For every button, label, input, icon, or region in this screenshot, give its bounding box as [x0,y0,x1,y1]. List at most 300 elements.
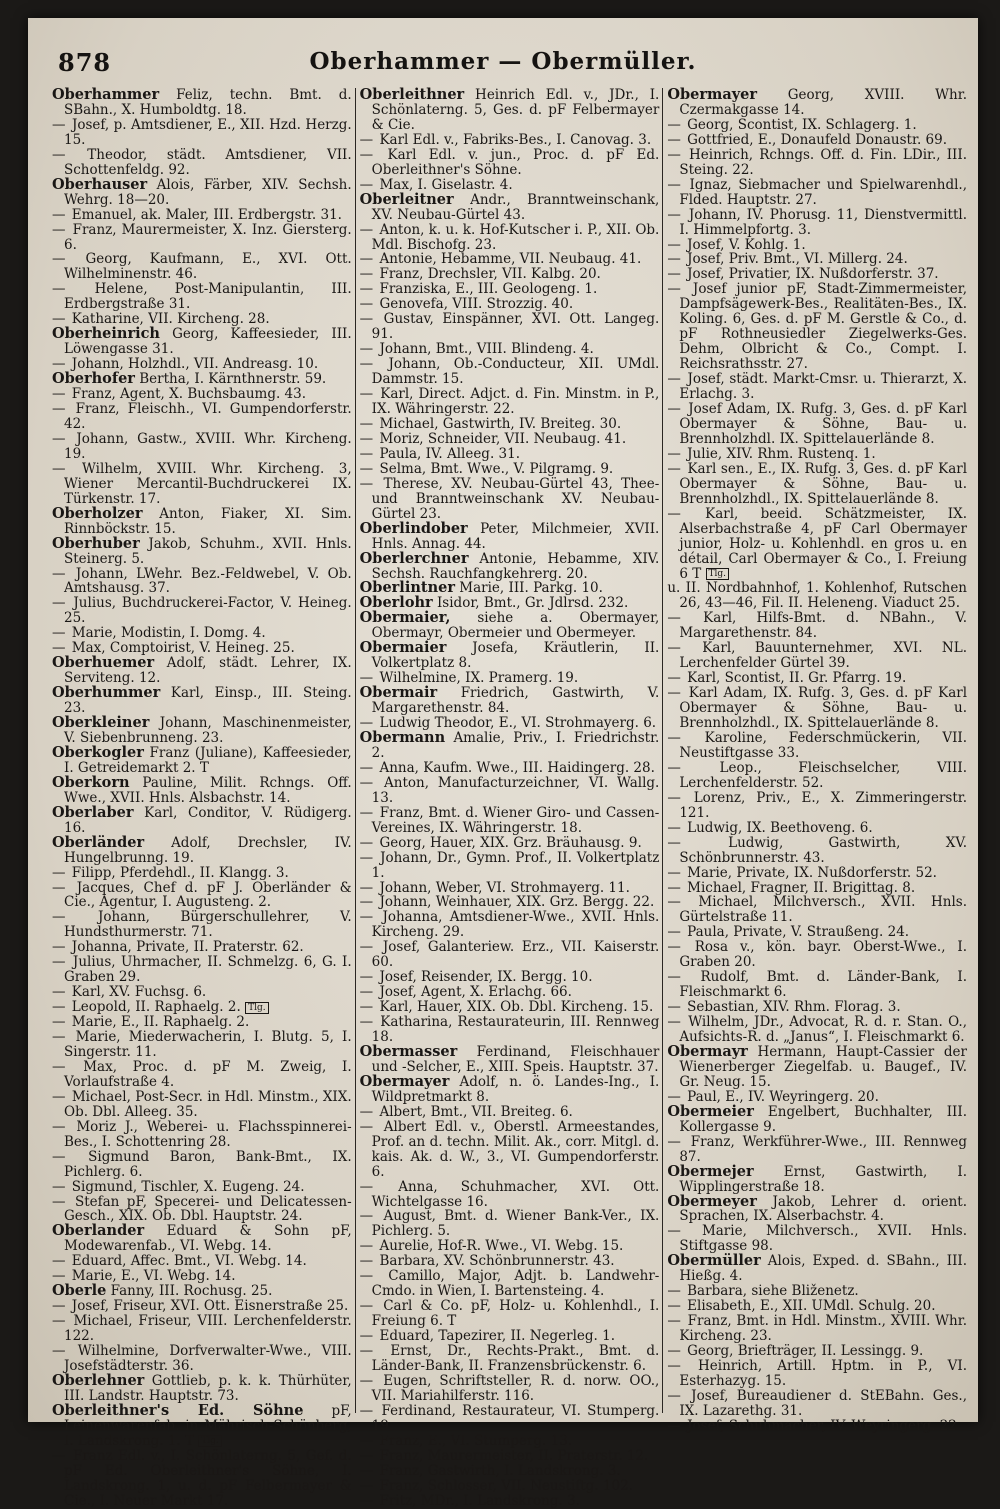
directory-subentry [360,1180,660,1210]
directory-subentry [52,1180,352,1195]
directory-subentry [667,925,967,940]
entry-details: Sebastian, XIV. Rhm. Florag. 3. [687,999,901,1016]
entry-surname: Obermüller [667,1252,761,1270]
entry-details: pF, Leinenwarenfab. in Mährisch-Schönberg, I. Landskrong. 1. T [64,1402,352,1449]
entry-details: Marie, Milchversch., XVII. Hnls. Stiftgasse 98. [679,1223,968,1255]
directory-subentry [667,238,967,253]
entry-details: Franz, E., VI. Stumperg. 13. [379,1432,573,1449]
directory-subentry [360,806,660,836]
dash-marker: — [667,670,686,687]
entry-details: Josef, Schuhmacher, IV. Weyringerg. 22. [687,1417,962,1434]
directory-entry [667,1192,968,1225]
directory-entry [667,1102,968,1135]
entry-details: Selma, Bmt. Wwe., V. Pilgramg. 9. [379,460,614,477]
entry-surname: Oberlohr [359,594,433,612]
directory-entry [360,611,660,641]
entry-surname: Oberhuber [52,534,140,552]
directory-subentry [667,1389,967,1419]
column-3 [662,86,970,1434]
dash-marker: — [667,1088,686,1105]
entry-details: Wilhelm, XVIII. Whr. Kircheng. 3, Wiener Mercantil-Buchdruckerei IX. Türkenstr. 17. [64,460,352,507]
directory-subentry [360,761,660,776]
directory-subentry [52,223,352,253]
dash-marker: — [359,356,387,373]
directory-subentry [52,626,352,641]
directory-entry [359,190,660,223]
directory-subentry [52,148,352,178]
entry-details: Ferdinand, Fleischhauer und -Selcher, E., XIII. Speis. Hauptstr. 37. [371,1044,660,1075]
entry-details: Fanny, III. Rochusg. 25. [110,1283,273,1300]
entry-details: Johanna, Amtsdiener-Wwe., XVII. Hnls. Kircheng. 29. [371,909,660,941]
entry-details: Josef, Agent, X. Erlachg. 66. [379,984,572,1001]
directory-subentry [52,1090,352,1120]
dash-marker: — [359,1014,379,1031]
dash-marker: — [359,1432,378,1449]
directory-entry [52,716,352,746]
directory-subentry [360,1015,660,1045]
directory-subentry [52,1344,352,1374]
directory-subentry [360,312,660,342]
directory-columns [48,86,970,1509]
entry-details: Stefan pF, Specerei- und Delicatessen-Gesch., XIX. Ob. Dbl. Hauptstr. 24. [64,1193,352,1225]
entry-details: Gottlieb, p. k. k. Thürhüter, III. Landstr. Hauptstr. 73. [64,1372,352,1404]
column-1 [48,86,355,1509]
dash-marker: — [667,371,686,388]
entry-details: Eduard & Sohn pF, Modewarenfab., VI. Webg. 14. [64,1223,352,1255]
telegraph-badge: Tlg. [245,1002,269,1014]
entry-details: Marie, Private, IX. Nußdorferstr. 52. [687,864,937,881]
directory-subentry [360,1464,660,1479]
dash-marker: — [359,759,378,776]
entry-surname: Obermayr [667,1043,748,1060]
dash-marker: — [667,939,693,956]
entry-details: Heinrich, Rchngs. Off. d. Fin. LDir., III. Steing. 22. [679,146,968,178]
entry-details: Max, Proc. d. pF M. Zweig, I. Vorlaufstraße 4. [64,1058,352,1090]
entry-details: Johann, Dr., Gymn. Prof., II. Volkertplatz 1. [371,849,660,881]
directory-subentry [360,836,660,851]
entry-surname: Obermaier [359,639,447,657]
dash-marker: — [359,879,378,896]
directory-subentry [52,208,352,223]
dash-marker: — [52,356,70,373]
directory-subentry [360,148,660,178]
directory-subentry [52,955,352,985]
entry-details: Amalie, Priv., I. Friedrichstr. 2. [371,729,660,761]
directory-entry [667,88,967,118]
directory-subentry [360,477,660,522]
dash-marker: — [52,984,70,1001]
directory-subentry [360,881,660,896]
directory-subentry [667,1135,967,1165]
dash-marker: — [667,1387,690,1404]
directory-page [28,18,978,1509]
directory-subentry [667,267,967,282]
dash-marker: — [359,296,378,313]
entry-details: Peter, Milchmeier, XVII. Hnls. Annag. 44. [371,520,660,552]
dash-marker: — [359,1343,389,1360]
directory-subentry [667,731,967,761]
entry-details: Antonie, Hebamme, VII. Neubaug. 41. [379,251,642,268]
entry-details: Hermann, Haupt-Cassier der Wienerberger Ziegelfab. u. Baugef., IV. Gr. Neug. 15. [679,1044,968,1090]
directory-subentry [360,1120,660,1180]
dash-marker: — [359,1492,378,1509]
entry-details: Wilhelm, JDr., Advocat, R. d. r. Stan. O., Aufsichts-R. d. „Janus“, I. Fleischmarkt 6. [679,1014,968,1046]
dash-marker: — [359,311,382,328]
directory-subentry [667,282,967,372]
entry-details: Franz, Werkführer-Wwe., III. Rennweg 87. [679,1133,968,1165]
entry-details: Michael, Fragner, II. Brigittag. 8. [687,879,916,896]
dash-marker: — [667,640,701,657]
dash-marker: — [667,819,686,836]
directory-subentry [360,851,660,881]
entry-details: Julie, XIV. Rhm. Rustenq. 1. [687,445,876,462]
entry-details: Camillo, Major, Adjt. b. Landwehr-Cmdo. in Wien, I. Bartensteing. 4. [371,1268,660,1300]
directory-subentry [667,1419,967,1434]
directory-subentry [360,432,660,447]
entry-surname: Oberle [52,1282,107,1300]
directory-subentry [667,447,967,462]
entry-details: Karl, XV. Fuchsg. 6. [71,984,207,1001]
entry-surname: Oberlaber [52,803,134,821]
entry-details: Johann, Maschinenmeister, V. Siebenbrunneng. 23. [64,715,352,746]
entry-surname: Oberhofer [52,370,135,388]
directory-subentry [52,985,352,1000]
dash-marker: — [52,1298,70,1315]
entry-details: Franz, Maurermeister, X. Inz. Giersterg. 6. [64,221,352,253]
directory-subentry [52,282,352,312]
entry-details: Johann, Holzhdl., VII. Andreasg. 10. [71,356,319,373]
directory-subentry [667,1299,967,1314]
directory-subentry [667,940,967,970]
dash-marker: — [667,1014,687,1031]
directory-subentry [360,1434,660,1449]
entry-details: Josef, Reisender, IX. Bergg. 10. [379,969,593,986]
entry-details: Johann, IV. Phorusg. 11, Dienstvermittl. I. Himmelpfortg. 3. [679,206,968,238]
directory-subentry [52,1000,352,1015]
entry-details: Michael, Milchversch., XVII. Hnls. Gürtelstraße 11. [679,894,968,926]
entry-details: Franz, Schlosser, VII. Neustiftg. 102. [379,1477,633,1494]
entry-details: Ernst, Gastwirth, I. Wipplingerstraße 18. [679,1163,968,1195]
dash-marker: — [359,1178,397,1195]
directory-subentry [667,866,967,881]
directory-subentry [360,1374,660,1404]
entry-details: Josef, p. Amtsdiener, E., XII. Hzd. Herzg. 15. [64,116,352,148]
entry-details: u. II. Nordbahnhof, 1. Kohlenhof, Rutschen 26, 43—46, Fil. II. Heleneng. Viaduct 25. [667,580,968,612]
entry-details: Adolf, n. ö. Landes-Ing., I. Wildpretmarkt 8. [371,1073,660,1105]
directory-subentry [52,387,352,402]
dash-marker: — [667,789,692,806]
entry-details: Wilhelmine, Dorfverwalter-Wwe., VIII. Josefstädterstr. 36. [64,1343,352,1375]
directory-subentry [360,462,660,477]
entry-details: Marie, III. Parkg. 10. [459,580,603,597]
directory-subentry [667,208,967,238]
entry-details: Elisabeth, E., XII. UMdl. Schulg. 20. [687,1298,936,1315]
dash-marker: — [52,999,70,1016]
dash-marker: — [359,1208,382,1225]
dash-marker: — [359,909,381,926]
entry-details: Josef Adam, IX. Rufg. 3, Ges. d. pF Karl Obermayer & Söhne, Bau- u. Brennholzhdl. IX. Spittelauerlände 8. [679,401,968,447]
entry-surname: Obermair [359,684,438,702]
dash-marker: — [359,1298,382,1315]
directory-subentry [52,881,352,911]
entry-details: Karl, Bauunternehmer, XVI. NL. Lerchenfelder Gürtel 39. [679,640,968,672]
dash-marker: — [667,999,686,1016]
dash-marker: — [52,1193,73,1210]
entry-details: Marie, Modistin, I. Domg. 4. [71,625,266,642]
dash-marker: — [359,1103,378,1120]
dash-marker: — [359,1118,382,1135]
entry-details: Georg, Scontist, IX. Schlagerg. 1. [687,116,917,133]
directory-subentry [360,387,660,417]
entry-details: Sigmund, Tischler, X. Eugeng. 24. [71,1178,305,1195]
dash-marker: — [359,834,378,851]
dash-marker: — [52,281,93,298]
directory-entry [52,175,352,208]
entry-surname: Oberleithner's Ed. Söhne [52,1401,304,1419]
dash-marker: — [667,116,686,133]
entry-details: Karl, beeid. Schätzmeister, IX. Alserbachstraße 4, pF Carl Obermayer junior, Holz- u. Kohlenhdl. en gros u. en détail, Carl Obermayer & Co., I. Freiung 6 T [679,505,968,582]
entry-details: Katharine, VII. Kircheng. 28. [71,311,270,328]
dash-marker: — [667,1343,686,1360]
entry-details: Jakob, Lehrer d. orient. Sprachen, IX. Alserbachstr. 4. [679,1193,968,1225]
directory-subentry [52,1150,352,1180]
entry-details: Paul, E., IV. Weyringerg. 20. [687,1088,879,1105]
entry-details: Emanuel, ak. Maler, III. Erdbergstr. 31. [71,206,342,223]
directory-entry [52,656,352,686]
directory-subentry [360,776,660,806]
dash-marker: — [667,131,686,148]
dash-marker: — [667,236,686,253]
directory-subentry [360,267,660,282]
dash-marker: — [667,401,687,418]
directory-subentry [360,417,660,432]
entry-details: Gottfried, E., Donaufeld Donaustr. 69. [687,131,948,148]
dash-marker: — [359,475,382,492]
entry-details: Max, Comptoirist, V. Heineg. 25. [71,640,295,657]
entry-details: Franz Edl. v., I. Schönlaterng. 5, Gef. d. pF Ed. Oberleithner's Söhne, I. Landskrong. 1, u. d. pF Felbermayer & Cie., I. Neuer Markt 17. [64,1447,352,1509]
dash-marker: — [52,1088,70,1105]
entry-details: Antonie, Hebamme, XIV. Sechsh. Rauchfangkehrerg. 20. [371,550,660,582]
entry-details: Genovefa, VIII. Strozzig. 40. [379,296,574,313]
entry-details: Theodor, städt. Amtsdiener, VII. Schottenfeldg. 92. [64,146,352,178]
entry-details: Karl, Scontist, II. Gr. Pfarrg. 19. [687,670,907,687]
entry-details: Jacques, Chef d. pF J. Oberländer & Cie., Agentur, I. Augusteng. 2. [64,879,352,911]
entry-details: Franz, Bmt. d. Wiener Giro- und Cassen-Vereines, IX. Währingerstr. 18. [371,804,660,836]
directory-entry [52,803,352,836]
directory-subentry [52,252,352,282]
directory-entry [667,1045,967,1090]
directory-subentry [360,357,660,387]
entry-surname: Oberhauser [52,175,148,193]
dash-marker: — [667,251,686,268]
entry-details: Anton, Manufacturzeichner, VI. Wallg. 13. [371,774,660,806]
directory-subentry [360,970,660,985]
dash-marker: — [359,1238,378,1255]
directory-subentry [360,282,660,297]
entry-details: Josef, Bureaudiener d. StEBahn. Ges., IX. Lazarethg. 31. [679,1387,968,1419]
dash-marker: — [52,1118,75,1135]
entry-surname: Obermann [359,728,446,746]
dash-marker: — [359,281,378,298]
entry-details: Anna, Schuhmacher, XVI. Ott. Wichtelgasse 16. [371,1178,660,1210]
dash-marker: — [52,251,84,268]
directory-subentry [52,866,352,881]
entry-details: Leop., Fleischselcher, VIII. Lerchenfelderstr. 52. [679,759,968,791]
dash-marker: — [52,1178,70,1195]
directory-entry [359,519,660,552]
entry-details: Michael, Gastwirth, IV. Breiteg. 30. [379,415,622,432]
dash-marker: — [359,176,378,193]
directory-subentry [360,895,660,910]
dash-marker: — [52,116,70,133]
dash-marker: — [52,430,75,447]
entry-details: Max, I. Giselastr. 4. [379,176,513,193]
entry-details: Ferdinand, Restaurateur, VI. Stumperg. 19. [371,1402,660,1434]
dash-marker: — [359,1268,387,1285]
dash-marker: — [359,670,378,687]
entry-details: siehe a. Obermayer, Obermayr, Obermeier und Obermeyer. [371,610,660,642]
dash-marker: — [52,386,70,403]
directory-subentry [667,1015,967,1045]
entry-details: Feliz, techn. Bmt. d. SBahn., X. Humboldtg. 18. [64,87,352,118]
directory-subentry [52,1060,352,1090]
directory-subentry [360,1494,660,1509]
directory-subentry [52,402,352,432]
directory-subentry [360,223,660,253]
dash-marker: — [52,206,70,223]
entry-surname: Oberleitner [359,190,454,208]
directory-entry [52,1371,352,1404]
entry-details: Pauline, Milit. Rchngs. Off. Wwe., XVII. Hnls. Alsbachstr. 14. [64,774,352,806]
dash-marker: — [667,924,686,941]
directory-entry [52,88,352,118]
entry-details: Josef, V. Kohlg. 1. [687,236,806,253]
entry-details: Therese, XV. Neubau-Gürtel 43, Thee- und Branntweinschank XV. Neubau-Gürtel 23. [371,475,660,522]
directory-subentry [52,940,352,955]
directory-subentry [667,791,967,821]
entry-details: Karoline, Federschmückerin, VII. Neustiftgasse 33. [679,729,968,761]
entry-details: Rosa v., kön. bayr. Oberst-Wwe., I. Graben 20. [679,939,968,971]
entry-details: Marie, E., VI. Webg. 14. [71,1268,236,1285]
directory-subentry [52,567,352,597]
dash-marker: — [667,1283,686,1300]
dash-marker: — [52,909,96,926]
entry-surname: Obermasser [359,1043,458,1060]
dash-marker: — [667,1133,689,1150]
entry-details: Franziska, E., III. Geologeng. 1. [379,281,598,298]
directory-subentry [667,252,967,267]
entry-details: Franz, Agent, X. Buchsbaumg. 43. [71,386,307,403]
dash-marker: — [667,146,687,163]
entry-details: Carl & Co. pF, Holz- u. Kohlenhdl., I. Freiung 6. T [371,1298,660,1330]
dash-marker: — [667,1417,686,1434]
entry-details: Friedrich, Gastwirth, V. Margarethenstr. 84. [371,685,660,717]
directory-subentry [667,507,967,582]
entry-details: Karl Edl. v. jun., Proc. d. pF Ed. Oberleithner's Söhne. [371,146,660,178]
directory-subentry [52,1015,352,1030]
entry-details: Jakob, Schuhm., XVII. Hnls. Steinerg. 5. [64,535,352,567]
dash-marker: — [52,625,70,642]
entry-details: Filipp, Pferdehdl., II. Klangg. 3. [71,864,289,881]
entry-surname: Oberhammer [52,86,160,103]
directory-subentry [360,985,660,1000]
entry-details: Franz, Fleischh., VI. Gumpendorferstr. 42. [64,401,352,432]
entry-details: Marie, E., II. Raphaelg. 2. [71,1014,250,1031]
directory-entry [667,1162,968,1195]
dash-marker: — [52,1313,72,1330]
entry-details: Johann, Gastw., XVIII. Whr. Kircheng. 19. [64,430,352,462]
dash-marker: — [667,1298,686,1315]
dash-marker: — [667,460,686,477]
entry-details: Ludwig, Gastwirth, XV. Schönbrunnerstr. 43. [679,834,968,866]
entry-details: Julius, Uhrmacher, II. Schmelzg. 6, G. I. Graben 29. [64,954,352,986]
entry-details: Franz, Drechsler, VII. Kalbg. 20. [379,266,601,283]
directory-entry [52,504,352,537]
entry-details: Adolf, städt. Lehrer, IX. Serviteng. 12. [64,655,352,687]
dash-marker: — [667,1358,697,1375]
entry-details: Georg, Kaffeesieder, III. Löwengasse 31. [64,326,352,358]
entry-details: Josef, Priv. Bmt., VI. Millerg. 24. [687,251,908,268]
dash-marker: — [359,445,378,462]
directory-subentry [52,910,352,940]
entry-details: Johanna, Private, II. Praterstr. 62. [71,939,304,956]
directory-subentry [360,1000,660,1015]
entry-details: Heinrich Edl. v., JDr., I. Schönlaterng. 5, Ges. d. pF Felbermayer & Cie. [371,87,660,133]
entry-details: Albert Edl. v., Oberstl. Armeestandes, Prof. an d. techn. Milit. Ak., corr. Mitgl. d. kais. Ak. d. W., 3., VI. Gumpendorferstr. 6. [371,1118,660,1180]
directory-subentry [667,895,967,925]
dash-marker: — [667,879,686,896]
entry-details: Andr., Branntweinschank, XV. Neubau-Gürtel 43. [371,191,660,223]
dash-marker: — [359,804,378,821]
dash-marker: — [359,415,378,432]
entry-details: Michael, Post-Secr. in Hdl. Minstm., XIX. Ob. Dbl. Alleeg. 35. [64,1088,352,1120]
dash-marker: — [359,969,378,986]
directory-entry [52,372,352,387]
directory-entry [52,1284,352,1299]
entry-details: Karl, Einsp., III. Steing. 23. [64,685,352,717]
directory-subentry [360,1404,660,1434]
entry-details: Aurelie, Hof-R. Wwe., VI. Webg. 15. [379,1238,624,1255]
dash-marker: — [359,849,379,866]
dash-marker: — [667,505,704,522]
dash-marker: — [359,131,378,148]
directory-subentry [360,297,660,312]
directory-entry [667,1254,967,1284]
entry-details: Leopold, II. Raphaelg. 2. [71,999,241,1016]
directory-subentry [52,432,352,462]
entry-details: Lorenz, Priv., E., X. Zimmeringerstr. 121. [679,789,968,821]
page-header [28,48,978,82]
directory-subentry [52,1449,352,1509]
directory-entry [359,1072,660,1105]
entry-details: Moriz J., Weberei- u. Flachsspinnerei-Bes., I. Schottenring 28. [64,1118,352,1150]
dash-marker: — [52,460,81,477]
dash-marker: — [359,1253,378,1270]
entry-surname: Oberlander [52,1222,145,1240]
directory-subentry [667,178,967,208]
entry-details: Karl, Direct. Adjct. d. Fin. Minstm. in P., IX. Währingerstr. 22. [371,386,660,418]
entry-details: Franz (Juliane), Kaffeesieder, I. Getreidemarkt 2. T [64,744,352,776]
entry-surname: Obermeyer [667,1192,757,1210]
directory-entry [52,773,352,806]
directory-subentry [52,1299,352,1314]
dash-marker: — [52,939,70,956]
directory-subentry [52,1030,352,1060]
entry-details: Johann, Bmt., VIII. Blindeng. 4. [379,341,594,358]
dash-marker: — [52,1253,70,1270]
dash-marker: — [359,1477,378,1494]
entry-surname: Oberkogler [52,743,144,761]
